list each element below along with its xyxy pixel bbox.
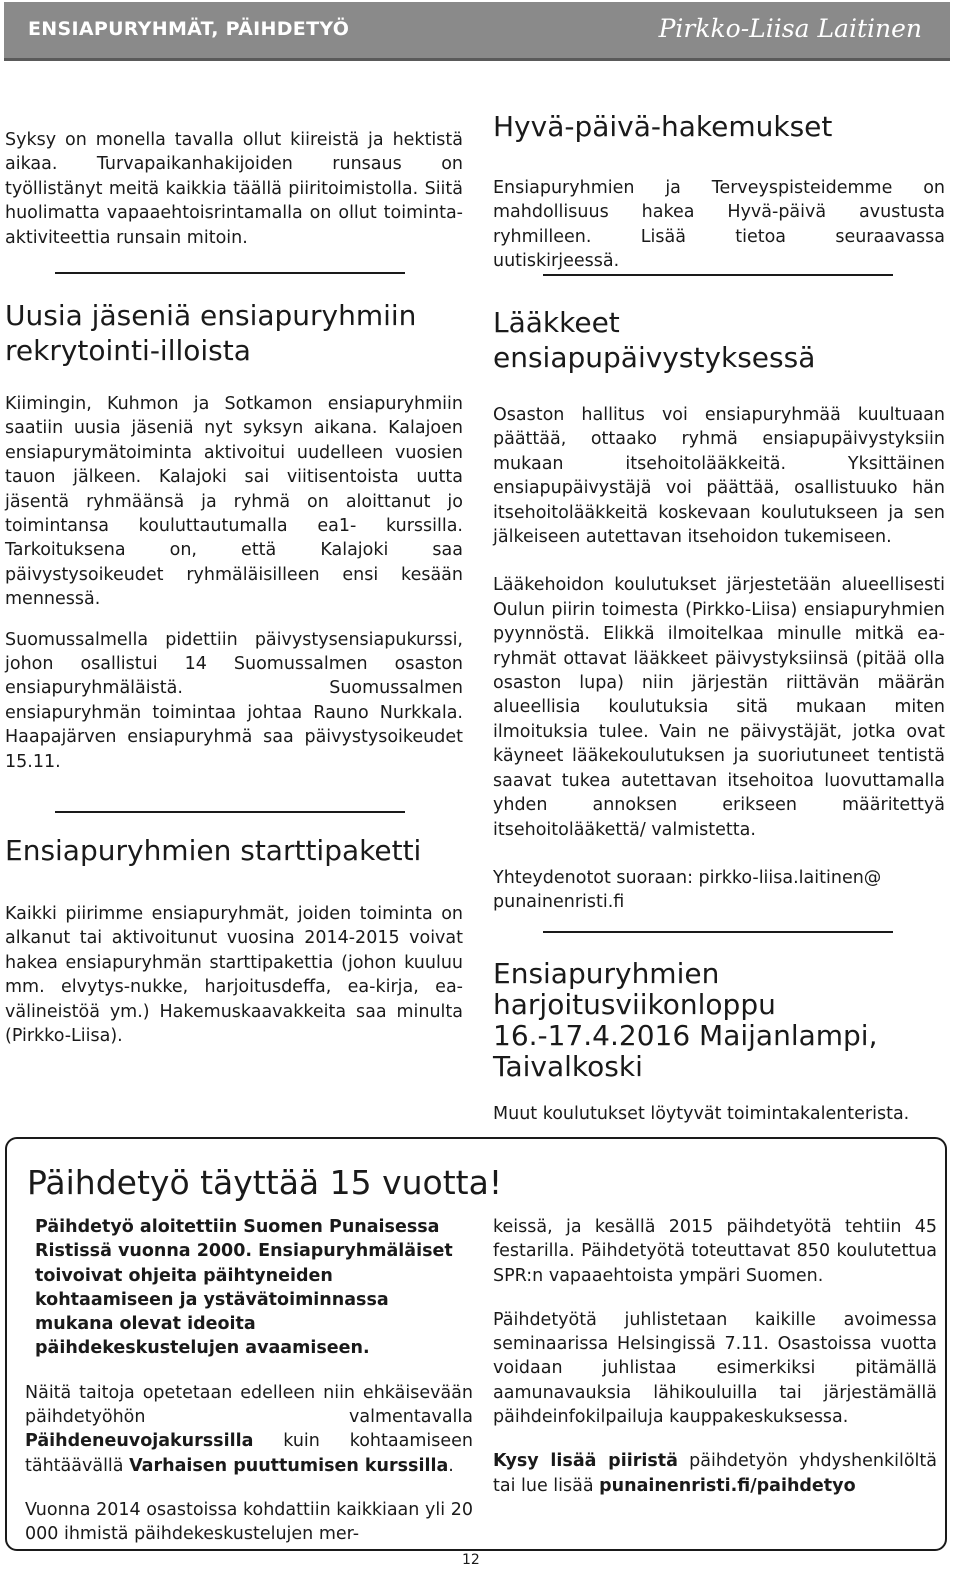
article-paragraph: Kiimingin, Kuhmon ja Sotkamon ensiapuryhmiin saatiin uusia jäseniä nyt syksyn aikana. Kalajoen ensiapurymätoiminta aktivoitui uudelleen vuosien tauon jälkeen. Kalajoki sai viitisentoista uutta jäsentä ryhmäänsä ja ryhmä on aloittanut jo toimintansa kouluttautumalla ea1- kurssilla. Tarkoituksena on, että Kalajoki saa päivystysoikeudet ryhmäläisilleen ensi kesään mennessä.	[5, 394, 463, 610]
divider	[543, 931, 893, 933]
intro-paragraph: Syksy on monella tavalla ollut kiireistä ja hektistä aikaa. Turvapaikanhakijoiden runsaus on työllistänyt meitä kaikkia täällä piiritoimistolla. Siitä huolimatta vapaaehtoisrintamalla on ollut toiminta-aktiviteettia runsain mitoin.	[5, 130, 463, 248]
article-paragraph: Ensiapuryhmien ja Terveyspisteidemme on mahdollisuus hakea Hyvä-päivä avustusta ryhmilleen. Lisää tietoa seuraavassa uutiskirjeessä.	[493, 178, 945, 272]
info-box-substance-work	[5, 1137, 947, 1551]
article-heading: Uusia jäseniä ensiapuryhmiin rekrytointi-illoista	[5, 299, 417, 367]
box-left-column	[25, 1215, 473, 1547]
article-paragraph: Muut koulutukset löytyvät toimintakalenterista.	[493, 1104, 910, 1124]
course-name: Päihdeneuvojakurssilla	[25, 1431, 254, 1452]
left-intro	[5, 128, 463, 250]
text-run: kuin kohtaamiseen tähtäävällä	[25, 1431, 473, 1476]
box-heading: Päihdetyö täyttää 15 vuotta!	[27, 1163, 503, 1202]
author-name: Pirkko-Liisa Laitinen	[658, 14, 922, 43]
box-paragraph	[493, 1449, 937, 1498]
text-run: Kysy lisää piiristä	[493, 1451, 678, 1472]
article-new-members	[5, 298, 463, 774]
section-title: ENSIAPURYHMÄT, PÄIHDETYÖ	[28, 18, 350, 40]
text-run: Näitä taitoja opetetaan edelleen niin ehkäisevään päihdetyöhön valmentavalla	[25, 1382, 473, 1428]
page-number: 12	[462, 1552, 480, 1568]
article-heading: Lääkkeet ensiapupäivystyksessä	[493, 306, 816, 374]
text-run: .	[448, 1455, 454, 1476]
article-paragraph: Suomussalmella pidettiin päivystysensiapukurssi, johon osallistui 14 Suomussalmen osaston ensiapuryhmäläistä. Suomussalmen ensiapuryhmän toimintaa johtaa Rauno Nurkkala. Haapajärven ensiapuryhmä saa päivystysoikeudet 15.11.	[5, 629, 463, 772]
page-header	[4, 2, 950, 61]
article-good-day	[493, 109, 945, 274]
divider	[543, 274, 893, 276]
box-paragraph-continuation: keissä, ja kesällä 2015 päihdetyötä tehtiin 45 festarilla. Päihdetyötä toteuttavat 850 koulutettua SPR:n vapaaehtoista ympäri Suomen.	[493, 1217, 937, 1286]
box-lead-paragraph: Päihdetyö aloitettiin Suomen Punaisessa Ristissä vuonna 2000. Ensiapuryhmäläiset toivoivat ohjeita päihtyneiden kohtaamiseen ja ystävätoiminnassa mukana olevat ideoita päihdekeskustelujen avaamiseen.	[35, 1217, 453, 1359]
website-link[interactable]: punainenristi.fi/paihdetyo	[599, 1475, 856, 1496]
article-heading: Hyvä-päivä-hakemukset	[493, 110, 833, 143]
course-name: Varhaisen puuttumisen kurssilla	[129, 1455, 449, 1476]
box-paragraph	[25, 1381, 473, 1478]
article-paragraph: Osaston hallitus voi ensiapuryhmää kuultuaan päättää, ottaako ryhmä ensiapupäivystyksiin mukaan itsehoitolääkkeitä. Yksittäinen ensiapupäivystäjä voi päättää, osallistuuko hän itsehoitolääkkeitä koskevaan koulutukseen ja sen jälkeiseen autettavan itsehoidon tukemiseen.	[493, 405, 945, 548]
box-paragraph-continued: Vuonna 2014 osastoissa kohdattiin kaikkiaan yli 20 000 ihmistä päihdekeskustelujen mer-	[25, 1499, 473, 1545]
article-starter-pack	[5, 833, 463, 1048]
divider	[55, 811, 405, 813]
article-training-weekend	[493, 958, 933, 1126]
divider	[55, 272, 405, 274]
article-heading: Ensiapuryhmien starttipaketti	[5, 834, 422, 867]
box-paragraph: Päihdetyötä juhlistetaan kaikille avoimessa seminaarissa Helsingissä 7.11. Osastoissa vuotta voidaan juhlistaa esimerkiksi pitämällä aamunavauksia lähikouluilla tai järjestämällä päihdeinfokilpailuja kauppakeskuksessa.	[493, 1309, 937, 1428]
box-right-column	[493, 1215, 937, 1498]
article-paragraph: Kaikki piirimme ensiapuryhmät, joiden toiminta on alkanut tai aktivoitunut vuosina 2014-2015 voivat hakea ensiapuryhmän starttipakettia (johon kuuluu mm. elvytys-nukke, harjoitusdeffa, ea-kirja, ea-välineistöä ym.) Hakemuskaavakkeita saa minulta (Pirkko-Liisa).	[5, 904, 463, 1047]
contact-paragraph: Yhteydenotot suoraan: pirkko-liisa.laitinen@ punainenristi.fi	[493, 867, 882, 913]
article-paragraph: Lääkehoidon koulutukset järjestetään alueellisesti Oulun piirin toimesta (Pirkko-Liisa) ensiapuryhmien pyynnöstä. Elikkä ilmoitelkaa minulle mitkä ea-ryhmät ottavat lääkkeet päivystyksiinsä (pitää olla osaston lupa) niin järjestän riittävän määrän alueellisia koulutuksia sitä mukaan miten ilmoituksia tulee. Vain ne päivystäjät, jotka ovat käyneet lääkekoulutuksen ja suoriutuneet tentistä saavat tukea autettavan itsehoitoa luovuttamalla yhden annoksen erikseen määritettyä itsehoitolääkettä/ valmistetta.	[493, 575, 945, 840]
article-medicines	[493, 305, 945, 915]
text-run: päihdetyön yhdyshenkilöltä tai lue lisää	[493, 1451, 937, 1496]
article-heading: Ensiapuryhmien harjoitusviikonloppu 16.-17.4.2016 Maijanlampi, Taivalkoski	[493, 957, 878, 1083]
